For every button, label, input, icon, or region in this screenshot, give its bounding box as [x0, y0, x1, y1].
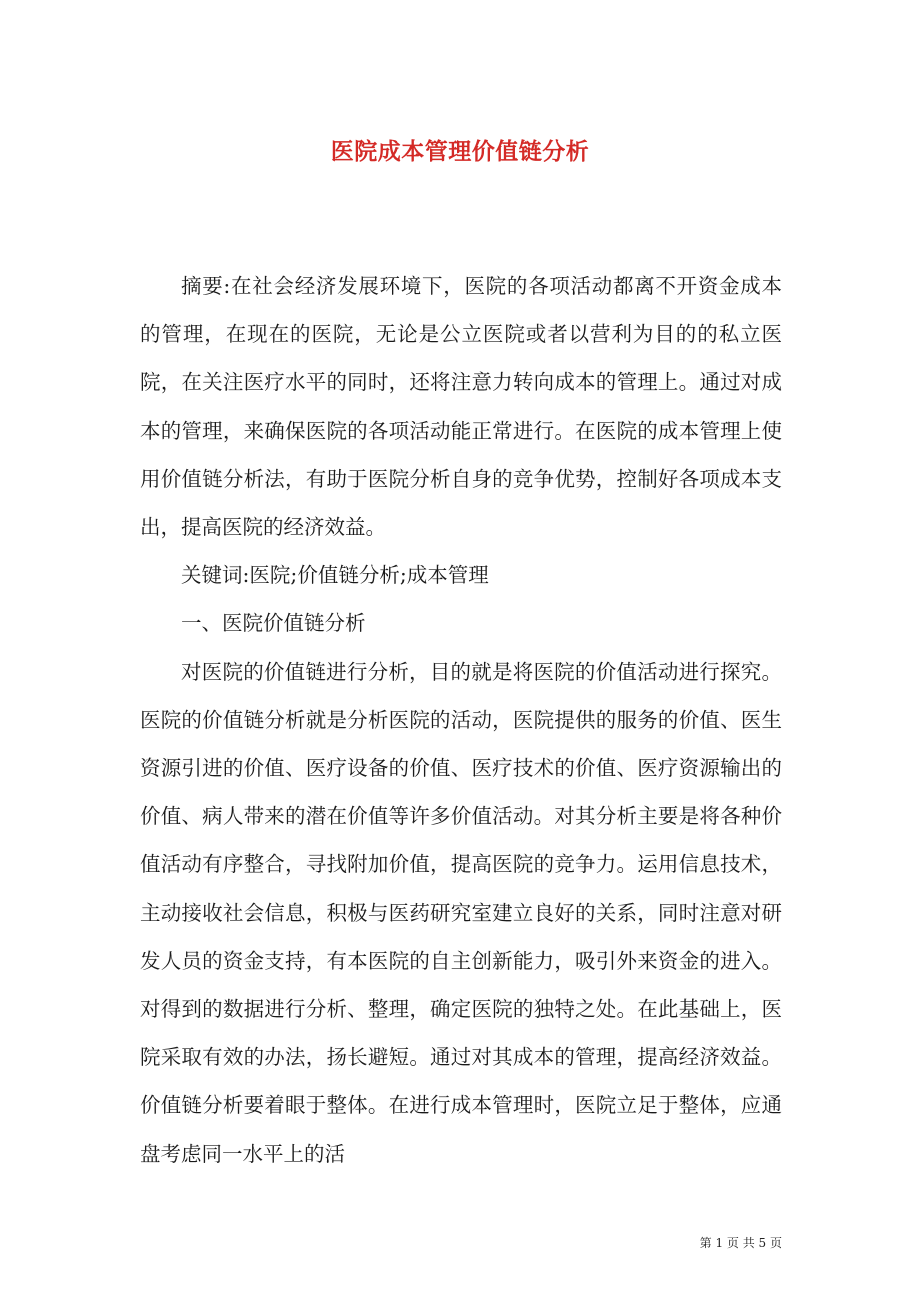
- document-title: 医院成本管理价值链分析: [330, 138, 590, 166]
- abstract-paragraph: 摘要:在社会经济发展环境下，医院的各项活动都离不开资金成本的管理，在现在的医院，无论是公立医院或者以营利为目的的私立医院，在关注医疗水平的同时，还将注意力转向成本的管理上。通过对成本的管理，来确保医院的各项活动能正常进行。在医院的成本管理上使用价值链分析法，有助于医院分析自身的竞争优势，控制好各项成本支出，提高医院的经济效益。: [140, 274, 782, 540]
- page-number-footer: 第 1 页 共 5 页: [699, 1236, 782, 1250]
- keywords-paragraph: 关键词:医院;价值链分析;成本管理: [181, 563, 489, 588]
- section-paragraph: 对医院的价值链进行分析，目的就是将医院的价值活动进行探究。医院的价值链分析就是分析医院的活动，医院提供的服务的价值、医生资源引进的价值、医疗设备的价值、医疗技术的价值、医疗资源输出的价值、病人带来的潜在价值等许多价值活动。对其分析主要是将各种价值活动有序整合，寻找附加价值，提高医院的竞争力。运用信息技术，主动接收社会信息，积极与医药研究室建立良好的关系，同时注意对研发人员的资金支持，有本医院的自主创新能力，吸引外来资金的进入。对得到的数据进行分析、整理，确定医院的独特之处。在此基础上，医院采取有效的办法，扬长避短。通过对其成本的管理，提高经济效益。价值链分析要着眼于整体。在进行成本管理时，医院立足于整体，应通盘考虑同一水平上的活: [140, 659, 782, 1166]
- document-body: [140, 262, 782, 1178]
- section-heading: 一、医院价值链分析: [181, 611, 366, 636]
